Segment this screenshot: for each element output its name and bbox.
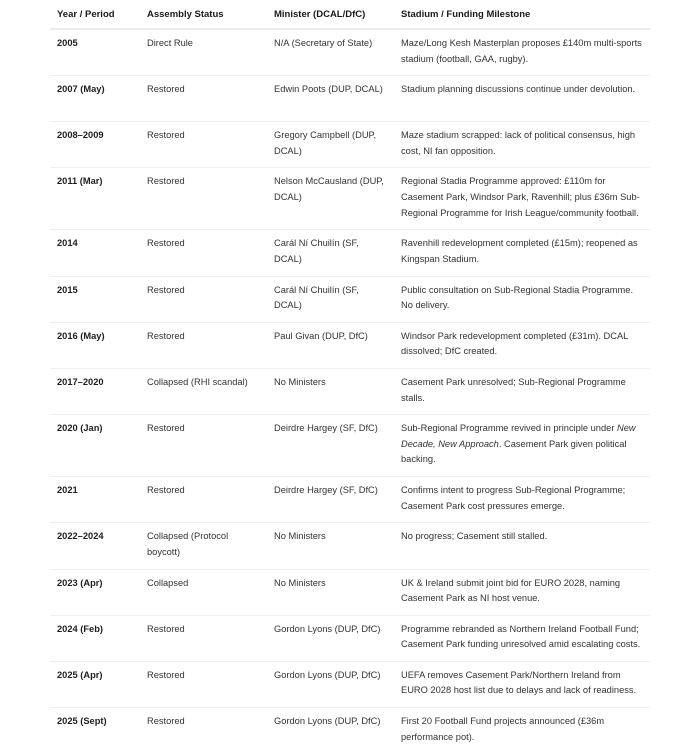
- header-assembly-status: Assembly Status: [140, 0, 267, 29]
- cell-year: 2021: [50, 477, 140, 523]
- cell-status: Restored: [140, 230, 267, 276]
- table-row: [50, 415, 650, 477]
- cell-milestone: First 20 Football Fund projects announced (£36m performance pot).: [401, 716, 605, 742]
- header-milestone: Stadium / Funding Milestone: [394, 0, 650, 29]
- cell-milestone: Casement Park unresolved; Sub-Regional Programme stalls.: [394, 368, 650, 414]
- cell-minister: N/A (Secretary of State): [267, 29, 394, 76]
- cell-year: 2017–2020: [50, 368, 140, 414]
- cell-minister: Nelson McCausland (DUP, DCAL): [267, 168, 394, 230]
- cell-minister: No Ministers: [267, 523, 394, 569]
- cell-status: Restored: [140, 76, 267, 122]
- stadium-timeline-table: [50, 0, 650, 753]
- cell-milestone: Stadium planning discussions continue under devolution.: [394, 76, 650, 122]
- milestone-text: Sub-Regional Programme revived in principle under: [401, 423, 618, 434]
- cell-status: Collapsed: [140, 569, 267, 615]
- cell-status: Direct Rule: [140, 29, 267, 76]
- milestone-text: . Casement Park given political backing.: [401, 438, 627, 465]
- cell-status: Restored: [140, 477, 267, 523]
- cell-year: 2011 (Mar): [50, 168, 140, 230]
- cell-milestone: Windsor Park redevelopment completed (£31m). DCAL dissolved; DfC created.: [394, 322, 650, 368]
- header-minister: Minister (DCAL/DfC): [267, 0, 394, 29]
- cell-year: 2022–2024: [50, 523, 140, 569]
- cell-status: Restored: [140, 322, 267, 368]
- table-row: [50, 276, 650, 322]
- cell-status: Restored: [140, 615, 267, 661]
- cell-status: Restored: [140, 276, 267, 322]
- table-row: [50, 122, 650, 168]
- cell-minister: Gordon Lyons (DUP, DfC): [267, 661, 394, 707]
- cell-milestone: Programme rebranded as Northern Ireland Football Fund; Casement Park funding unresolved amid escalating costs.: [394, 615, 650, 661]
- cell-minister: No Ministers: [267, 569, 394, 615]
- cell-status: Collapsed (RHI scandal): [140, 368, 267, 414]
- table-row: [50, 29, 650, 76]
- cell-year: 2023 (Apr): [50, 569, 140, 615]
- table-row: [50, 230, 650, 276]
- cell-milestone: Regional Stadia Programme approved: £110m for Casement Park, Windsor Park, Ravenhill; plus £36m Sub-Regional Programme for Irish League/community football.: [394, 168, 650, 230]
- table-header-row: [50, 0, 650, 29]
- table-row: [50, 168, 650, 230]
- cell-milestone: Maze stadium scrapped: lack of political consensus, high cost, NI fan opposition.: [394, 122, 650, 168]
- cell-minister: Deirdre Hargey (SF, DfC): [267, 477, 394, 523]
- header-year-period: Year / Period: [50, 0, 140, 29]
- cell-status: Restored: [140, 661, 267, 707]
- milestone-policy-title: New Decade, New Approach: [401, 423, 636, 449]
- cell-minister: Gordon Lyons (DUP, DfC): [267, 615, 394, 661]
- timeline-table-container: [50, 0, 650, 753]
- cell-milestone: UEFA removes Casement Park/Northern Ireland from EURO 2028 host list due to delays and lack of readiness.: [394, 661, 650, 707]
- table-row: [50, 523, 650, 569]
- cell-milestone: No progress; Casement still stalled.: [394, 523, 650, 569]
- cell-minister: Gregory Campbell (DUP, DCAL): [267, 122, 394, 168]
- cell-year: 2016 (May): [50, 322, 140, 368]
- cell-minister: Gordon Lyons (DUP, DfC): [274, 716, 381, 727]
- cell-year: 2024 (Feb): [50, 615, 140, 661]
- table-row: [50, 477, 650, 523]
- cell-year: 2014: [50, 230, 140, 276]
- cell-status: Collapsed (Protocol boycott): [140, 523, 267, 569]
- cell-milestone: Confirms intent to progress Sub-Regional Programme; Casement Park cost pressures emerge.: [394, 477, 650, 523]
- cell-milestone: UK & Ireland submit joint bid for EURO 2028, naming Casement Park as NI host venue.: [394, 569, 650, 615]
- table-row: [50, 76, 650, 122]
- cell-year: 2025 (Apr): [50, 661, 140, 707]
- cell-year: 2015: [50, 276, 140, 322]
- table-row: [50, 615, 650, 661]
- cell-status: Restored: [140, 168, 267, 230]
- cell-year: 2020 (Jan): [50, 415, 140, 477]
- cell-minister: Paul Givan (DUP, DfC): [267, 322, 394, 368]
- cell-year: 2008–2009: [50, 122, 140, 168]
- table-row: [50, 322, 650, 368]
- cell-status: Restored: [147, 716, 185, 727]
- cell-milestone: [394, 415, 650, 477]
- cell-minister: No Ministers: [267, 368, 394, 414]
- cell-milestone: Ravenhill redevelopment completed (£15m); reopened as Kingspan Stadium.: [394, 230, 650, 276]
- cell-minister: Deirdre Hargey (SF, DfC): [267, 415, 394, 477]
- cell-status: Restored: [140, 415, 267, 477]
- cell-minister: Carál Ní Chuilín (SF, DCAL): [267, 276, 394, 322]
- cell-status: Restored: [140, 122, 267, 168]
- cell-milestone: Public consultation on Sub-Regional Stadia Programme. No delivery.: [394, 276, 650, 322]
- table-row: [50, 368, 650, 414]
- cell-minister: Carál Ní Chuilín (SF, DCAL): [267, 230, 394, 276]
- cell-minister: Edwin Poots (DUP, DCAL): [267, 76, 394, 122]
- cell-year: 2007 (May): [50, 76, 140, 122]
- cell-milestone: Maze/Long Kesh Masterplan proposes £140m multi-sports stadium (football, GAA, rugby).: [394, 29, 650, 76]
- cell-year: 2005: [50, 29, 140, 76]
- cell-year: 2025 (Sept): [57, 716, 107, 727]
- table-row: [50, 708, 650, 753]
- table-row: [50, 661, 650, 707]
- table-row: [50, 569, 650, 615]
